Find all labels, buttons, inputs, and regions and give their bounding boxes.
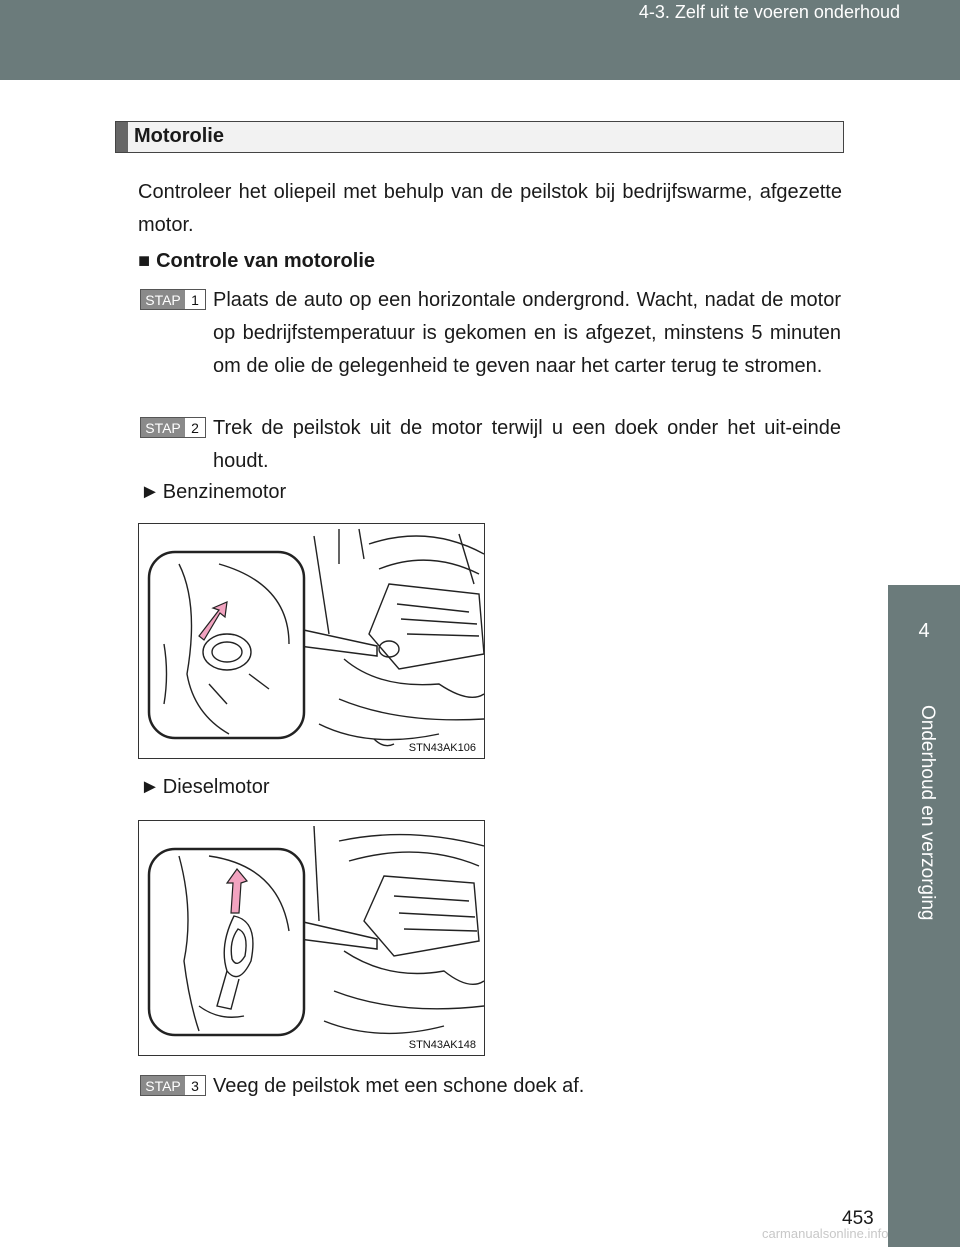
step-2-text: Trek de peilstok uit de motor terwijl u een doek onder het uit-einde houdt. [213, 417, 841, 472]
step-label: STAP [145, 292, 181, 308]
step-label: STAP [145, 1078, 181, 1094]
step-2-badge [140, 417, 206, 438]
triangle-marker-icon: ► [140, 481, 160, 503]
section-header [115, 121, 844, 153]
petrol-engine-figure [138, 523, 485, 759]
section-header-bar [116, 122, 128, 152]
step-1-badge [140, 289, 206, 310]
subsection-title: Controle van motorolie [156, 250, 375, 272]
header-band [0, 0, 960, 80]
step-number: 2 [185, 418, 205, 437]
step-3-text: Veeg de peilstok met een schone doek af. [213, 1075, 585, 1097]
figure-code: STN43AK148 [408, 1039, 476, 1051]
square-bullet-icon: ■ [138, 250, 151, 272]
petrol-engine-illustration [139, 524, 484, 758]
chapter-number: 4 [918, 620, 930, 642]
variant-label: Benzinemotor [162, 481, 287, 503]
triangle-marker-icon: ► [140, 776, 160, 798]
step-number: 3 [185, 1076, 205, 1095]
chapter-side-label: Onderhoud en verzorging [917, 705, 938, 921]
step-label: STAP [145, 420, 181, 436]
diesel-engine-label [140, 776, 270, 799]
step-number: 1 [185, 290, 205, 309]
step-3-badge [140, 1075, 206, 1096]
section-title: Motorolie [134, 125, 224, 147]
watermark: carmanualsonline.info [762, 1226, 889, 1241]
intro-paragraph: Controleer het oliepeil met behulp van de peilstok bij bedrijfswarme, afgezette motor. [138, 181, 842, 236]
variant-label: Dieselmotor [162, 776, 270, 798]
diesel-engine-figure [138, 820, 485, 1056]
diesel-engine-illustration [139, 821, 484, 1055]
step-1-text: Plaats de auto op een horizontale ondergrond. Wacht, nadat de motor op bedrijfstemperatuur is gekomen en is afgezet, minstens 5 minuten om de olie de gelegenheid te geven naar het carter terug te stromen. [213, 289, 841, 377]
chapter-title: 4-3. Zelf uit te voeren onderhoud [638, 2, 900, 22]
subsection-heading [138, 250, 375, 273]
page-number: 453 [842, 1208, 874, 1229]
figure-code: STN43AK106 [408, 742, 476, 754]
petrol-engine-label [140, 481, 286, 504]
